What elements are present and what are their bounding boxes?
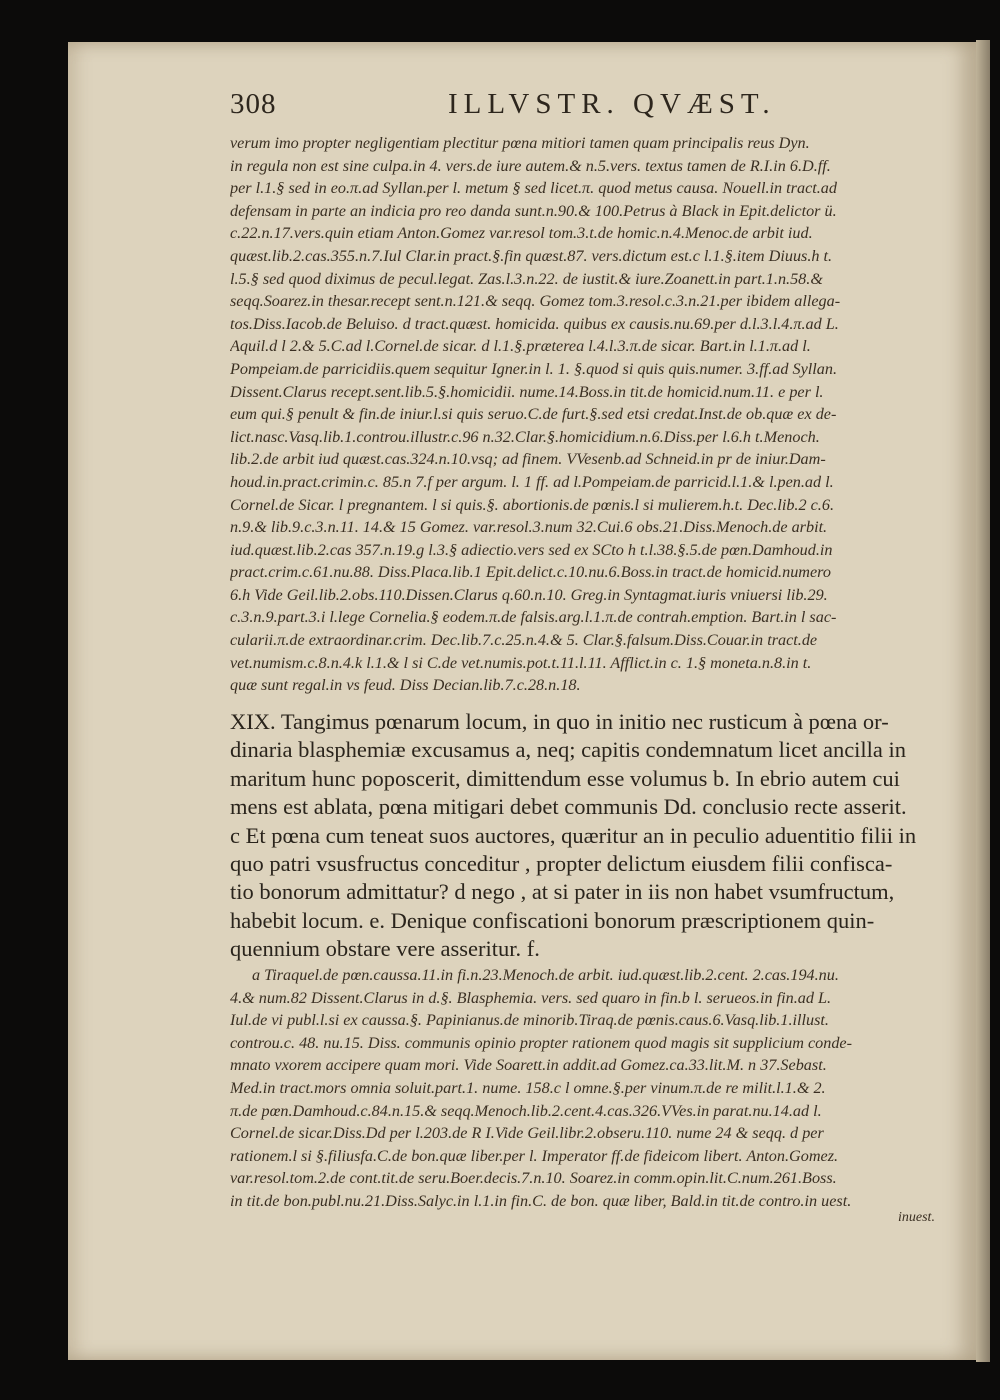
footnote-line: Med.in tract.mors omnia soluit.part.1. nume. 158.c l omne.§.per vinum.π.de re milit.l.1.& 2.: [230, 1078, 826, 1097]
footnote-line: tos.Diss.Iacob.de Beluiso. d tract.quæst. homicida. quibus ex causis.nu.69.per d.l.3.l.4.π.ad L.: [230, 314, 839, 333]
footnote-line: Pompeiam.de parricidiis.quem sequitur Igner.in l. 1. §.quod si quis quis.numer. 3.ff.ad Syllan.: [230, 359, 838, 378]
catchword: inuest.: [898, 1210, 935, 1225]
footnote-line: Iul.de vi publ.l.si ex caussa.§. Papinianus.de minorib.Tiraq.de pœnis.caus.6.Vasq.lib.1.illust.: [230, 1011, 829, 1030]
footnote-line: Dissent.Clarus recept.sent.lib.5.§.homicidii. nume.14.Boss.in tit.de homicid.num.11. e per l.: [230, 382, 824, 401]
footnote-line: verum imo propter negligentiam plectitur pœna mitiori tamen quam principalis reus Dyn.: [230, 134, 810, 152]
footnote-line: quæst.lib.2.cas.355.n.7.Iul Clar.in pract.§.fin quæst.87. vers.dictum est.c l.1.§.item Diuus.h t.: [230, 246, 833, 265]
text-line: quennium obstare vere asseritur. f.: [230, 936, 540, 962]
footnote-line: Cornel.de Sicar. l pregnantem. l si quis.§. abortionis.de pœnis.l si mulierem.h.t. Dec.lib.2 c.6.: [230, 495, 834, 514]
footnote-line: per l.1.§ sed in eo.π.ad Syllan.per l. metum § sed licet.π. quod metus causa. Nouell.in tract.ad: [230, 179, 837, 198]
text-line: dinaria blasphemiæ excusamus a, neq; capitis condemnatum licet ancilla in: [230, 737, 907, 763]
footnote-line: n.9.& lib.9.c.3.n.11. 14.& 15 Gomez. var.resol.3.num 32.Cui.6 obs.21.Diss.Menoch.de arbit.: [230, 518, 828, 537]
text-line: XIX. Tangimus pœnarum locum, in quo in initio nec rusticum à pœna or-: [230, 709, 889, 734]
footnote-line: var.resol.tom.2.de cont.tit.de seru.Boer.decis.7.n.10. Soarez.in comm.opin.lit.C.num.261.Boss.: [230, 1169, 837, 1188]
page-edge: [976, 40, 990, 1362]
footnote-line: Cornel.de sicar.Diss.Dd per l.203.de R I.Vide Geil.libr.2.obseru.110. nume 24 & seqq. d per: [230, 1124, 824, 1143]
footnote-line: cularii.π.de extraordinar.crim. Dec.lib.7.c.25.n.4.& 5. Clar.§.falsum.Diss.Couar.in tract.de: [230, 631, 818, 650]
footnote-line: defensam in parte an indicia pro reo danda sunt.n.90.& 100.Petrus à Black in Epit.delictor ü.: [230, 201, 837, 220]
text-line: c Et pœna cum teneat suos auctores, quæritur an in peculio aduentitio filii in: [230, 822, 917, 848]
footnote-line: houd.in.pract.crimin.c. 85.n 7.f per argum. l. 1 ff. ad l.Pompeiam.de parricid.l.1.& l.pen.ad l.: [230, 472, 834, 491]
text-line: tio bonorum admittatur? d nego , at si pater in iis non habet vsumfructum,: [230, 879, 895, 905]
footnote-line: rationem.l si §.filiusfa.C.de bon.quæ liber.per l. Imperator ff.de fideicom libert. Anton.Gomez.: [230, 1146, 839, 1165]
footnote-line: Aquil.d l 2.& 5.C.ad l.Cornel.de sicar. d l.1.§.præterea l.4.l.3.π.de sicar. Bart.in l.1.π.ad l.: [230, 337, 811, 356]
footnote-line: pract.crim.c.61.nu.88. Diss.Placa.lib.1 Epit.delict.c.10.nu.6.Boss.in tract.de homicid.numero: [230, 563, 831, 582]
footnote-line: 4.& num.82 Dissent.Clarus in d.§. Blasphemia. vers. sed quaro in fin.b l. serueos.in fin.ad L.: [230, 988, 832, 1007]
footnote-line: l.5.§ sed quod diximus de pecul.legat. Zas.l.3.n.22. de iustit.& iure.Zoanett.in part.1.n.58.&: [230, 269, 823, 288]
footnote-line: quæ sunt regal.in vs feud. Diss Decian.lib.7.c.28.n.18.: [230, 676, 581, 695]
text-line: habebit locum. e. Denique confiscationi bonorum præscriptionem quin-: [230, 907, 875, 933]
footnote-line: c.3.n.9.part.3.i l.lege Cornelia.§ eodem.π.de falsis.arg.l.1.π.de contrah.emption. Bart.in l sac-: [230, 608, 837, 627]
running-title: ILLVSTR. QVÆST.: [448, 88, 776, 120]
footnote-line: π.de pœn.Damhoud.c.84.n.15.& seqq.Menoch.lib.2.cent.4.cas.326.VVes.in parat.nu.14.ad l.: [230, 1101, 822, 1120]
footnote-line: in regula non est sine culpa.in 4. vers.de iure autem.& n.5.vers. textus tamen de R.I.in 6.D.ff.: [230, 156, 831, 175]
text-line: maritum hunc poposcerit, dimittendum esse volumus b. In ebrio autem cui: [230, 765, 900, 791]
footnotes-top: [230, 132, 965, 697]
main-paragraph: [230, 708, 965, 964]
footnote-line: mnato vxorem accipere quam mori. Vide Soarett.in addit.ad Gomez.ca.33.lit.M. n 37.Sebast.: [230, 1056, 827, 1075]
footnote-line: seqq.Soarez.in thesar.recept sent.n.121.& seqq. Gomez tom.3.resol.c.3.n.21.per ibidem allega-: [230, 292, 841, 311]
page-number: 308: [230, 88, 277, 120]
footnote-line: lib.2.de arbit iud quæst.cas.324.n.10.vsq; ad finem. VVesenb.ad Schneid.in pr de iniur.Dam-: [230, 450, 826, 469]
footnote-line: c.22.n.17.vers.quin etiam Anton.Gomez var.resol tom.3.t.de homic.n.4.Menoc.de arbit iud.: [230, 224, 813, 243]
footnote-line: in tit.de bon.publ.nu.21.Diss.Salyc.in l.1.in fin.C. de bon. quæ liber, Bald.in tit.de contro.in uest.: [230, 1191, 852, 1210]
footnote-line: eum qui.§ penult & fin.de iniur.l.si quis seruo.C.de furt.§.sed etsi credat.Inst.de ob.quæ ex de-: [230, 405, 837, 424]
footnote-line: vet.numism.c.8.n.4.k l.1.& l si C.de vet.numis.pot.t.11.l.11. Afflict.in c. 1.§ moneta.n.8.in t.: [230, 653, 812, 672]
footnote-line: lict.nasc.Vasq.lib.1.controu.illustr.c.96 n.32.Clar.§.homicidium.n.6.Diss.per l.6.h t.Menoch.: [230, 427, 820, 446]
footnote-line: 6.h Vide Geil.lib.2.obs.110.Dissen.Clarus q.60.n.10. Greg.in Syntagmat.iuris vniuersi lib.29.: [230, 585, 828, 604]
footnote-line: iud.quæst.lib.2.cas 357.n.19.g l.3.§ adiectio.vers sed ex SCto h t.l.38.§.5.de pœn.Damhoud.in: [230, 540, 833, 559]
footnote-line: controu.c. 48. nu.15. Diss. communis opinio propter rationem quod magis sit supplicium conde-: [230, 1033, 852, 1052]
text-line: quo patri vsusfructus conceditur , propter delictum eiusdem filii confisca-: [230, 851, 893, 877]
footnotes-bottom: [230, 964, 965, 1213]
footnote-line: a Tiraquel.de pœn.caussa.11.in fi.n.23.Menoch.de arbit. iud.quæst.lib.2.cent. 2.cas.194.nu.: [252, 966, 839, 984]
text-line: mens est ablata, pœna mitigari debet communis Dd. conclusio recte asserit.: [230, 794, 907, 820]
